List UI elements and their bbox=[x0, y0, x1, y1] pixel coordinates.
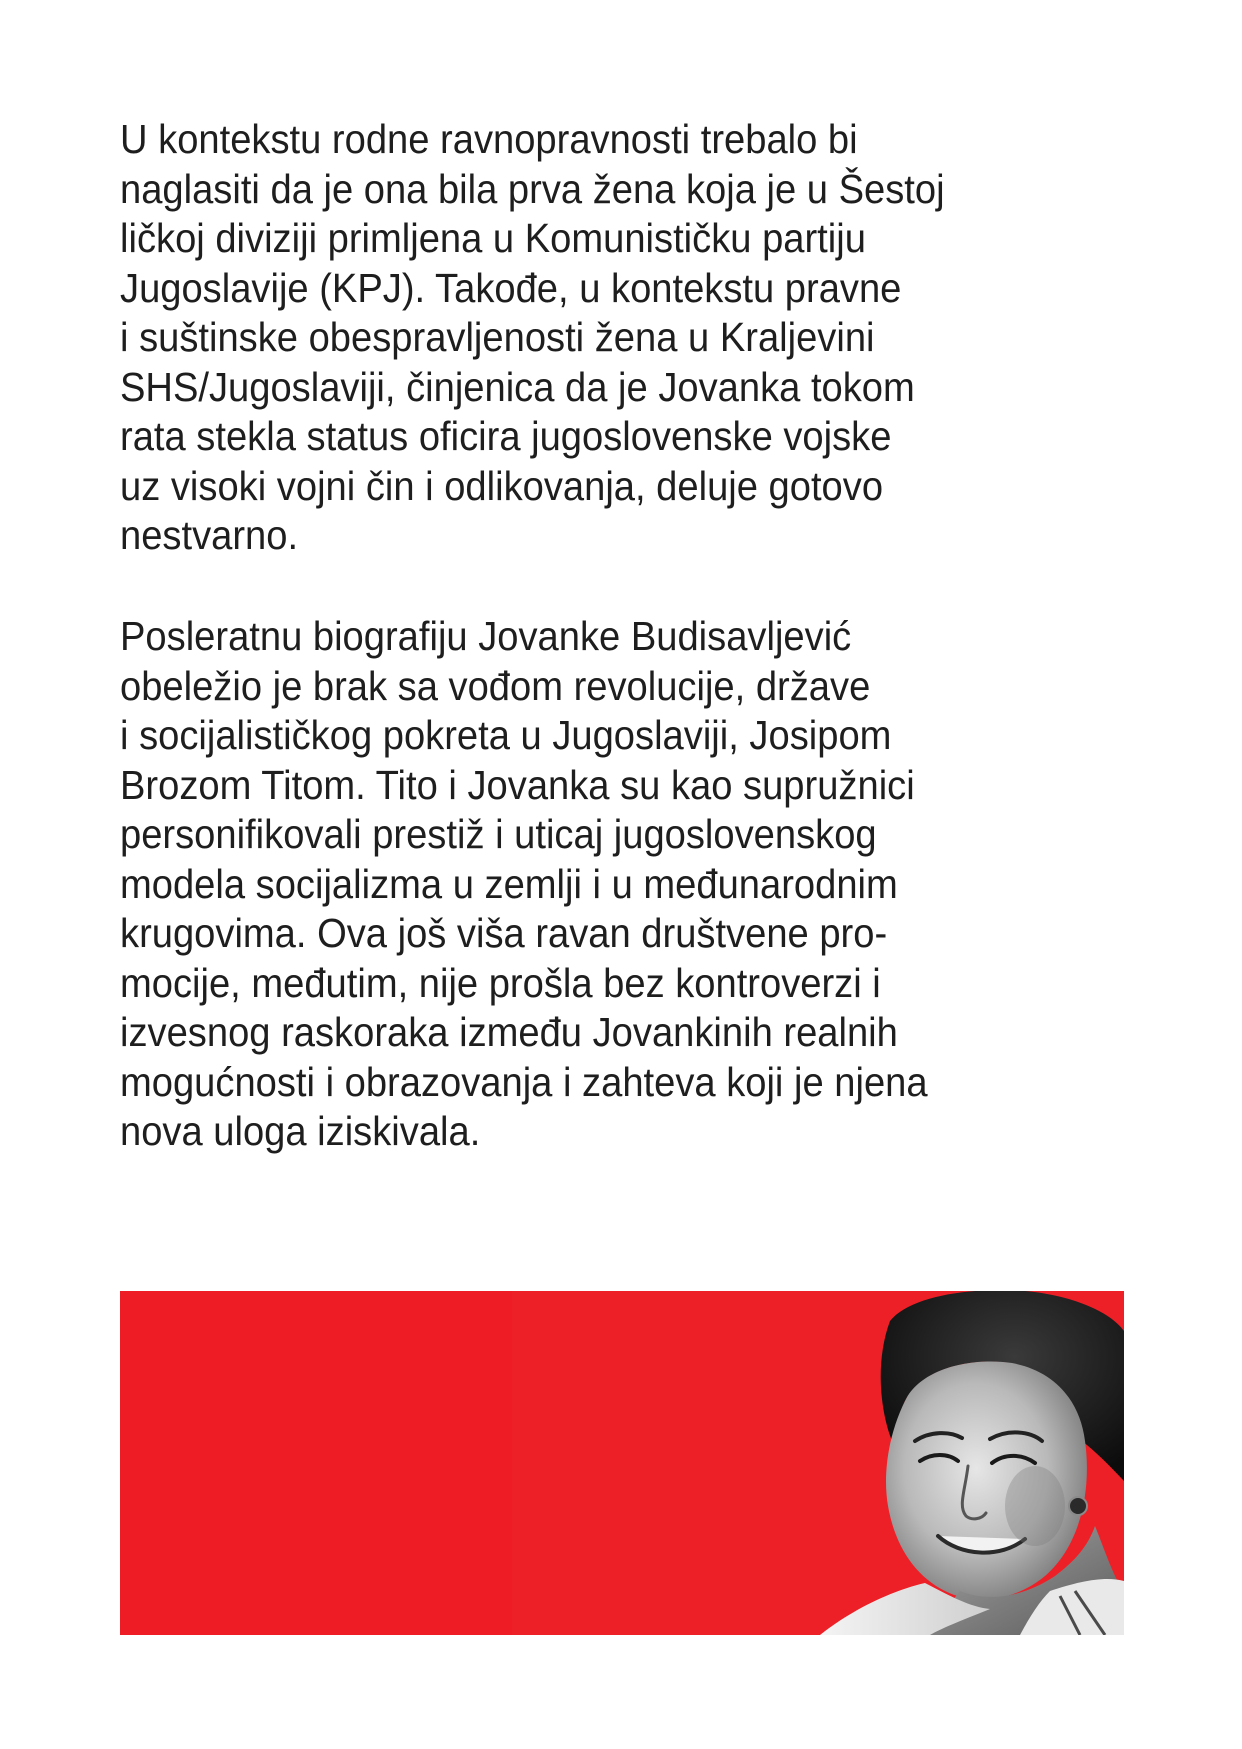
paragraph-2 bbox=[120, 612, 1078, 1157]
paragraph-line: Jugoslavije (KPJ). Takođe, u kontekstu pravne bbox=[120, 264, 902, 311]
paragraph-line: Posleratnu biografiju Jovanke Budisavljević bbox=[120, 613, 852, 659]
red-banner bbox=[120, 1291, 1124, 1635]
paragraph-line: i suštinske obespravljenosti žena u Kraljevini bbox=[120, 314, 875, 360]
paragraph-line: naglasiti da je ona bila prva žena koja je u Šestoj bbox=[120, 165, 945, 212]
paragraph-line: krugovima. Ova još viša ravan društvene pro- bbox=[120, 910, 888, 956]
paragraph-line: mocije, međutim, nije prošla bez kontroverzi i bbox=[120, 959, 881, 1006]
paragraph-line: SHS/Jugoslaviji, činjenica da je Jovanka tokom bbox=[120, 363, 915, 410]
paragraph-line: nestvarno. bbox=[120, 512, 299, 558]
paragraph-line: izvesnog raskoraka između Jovankinih realnih bbox=[120, 1009, 898, 1055]
portrait-photo bbox=[120, 1291, 1124, 1635]
paragraph-1 bbox=[120, 115, 1078, 561]
paragraph-line: Brozom Titom. Tito i Jovanka su kao supružnici bbox=[120, 761, 915, 808]
paragraph-line: U kontekstu rodne ravnopravnosti trebalo bi bbox=[120, 116, 858, 162]
paragraph-line: nova uloga iziskivala. bbox=[120, 1108, 481, 1154]
paragraph-line: uz visoki vojni čin i odlikovanja, deluje gotovo bbox=[120, 462, 884, 509]
paragraph-line: rata stekla status oficira jugoslovenske vojske bbox=[120, 413, 892, 459]
paragraph-line: modela socijalizma u zemlji i u međunarodnim bbox=[120, 860, 898, 907]
paragraph-line: mogućnosti i obrazovanja i zahteva koji je njena bbox=[120, 1058, 928, 1105]
portrait-earring bbox=[1069, 1497, 1087, 1515]
paragraph-line: i socijalističkog pokreta u Jugoslaviji, Josipom bbox=[120, 712, 892, 758]
paragraph-line: personifikovali prestiž i uticaj jugoslovenskog bbox=[120, 811, 877, 857]
paragraph-line: ličkoj diviziji primljena u Komunističku partiju bbox=[120, 215, 866, 261]
paragraph-line: obeležio je brak sa vođom revolucije, države bbox=[120, 662, 871, 709]
